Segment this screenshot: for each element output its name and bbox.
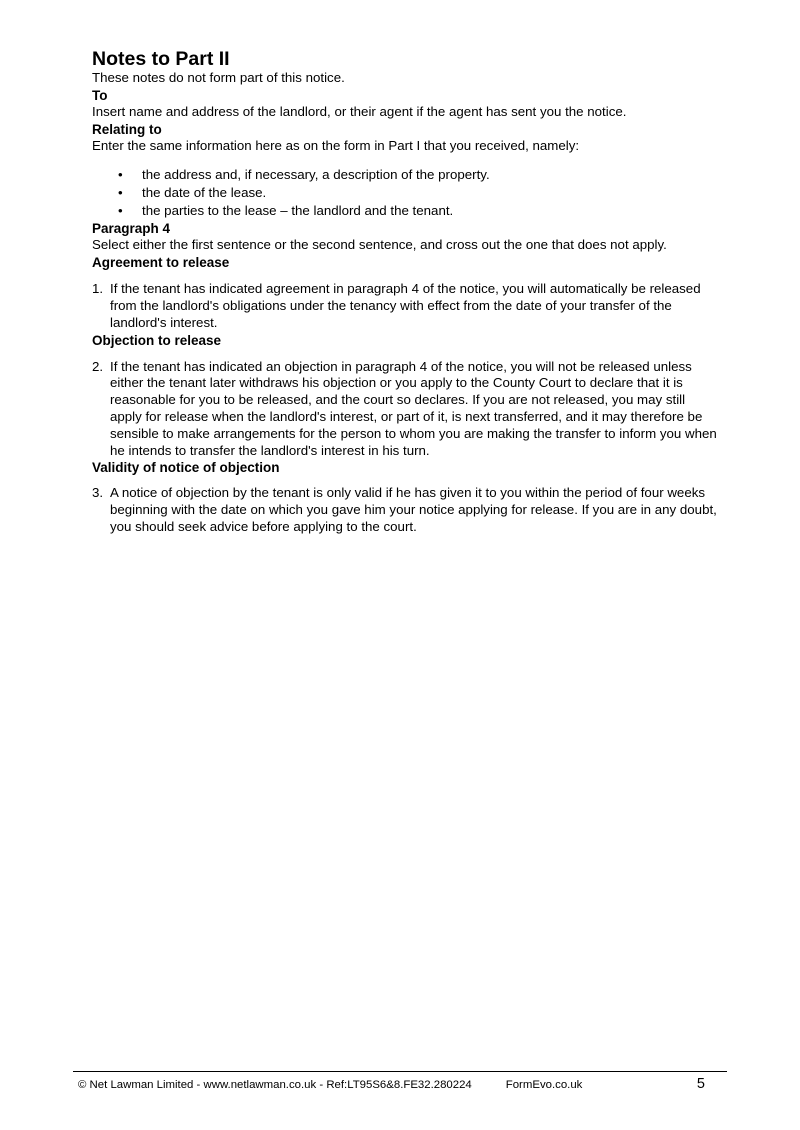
numbered-paragraph-2: [92, 359, 720, 460]
bullet-icon: •: [118, 185, 123, 201]
paragraph-text: A notice of objection by the tenant is only valid if he has given it to you within the period of four weeks beginning with the date on which you gave him your notice applying for release. If you are in any doubt, you should seek advice before applying to the court.: [110, 485, 717, 534]
paragraph-number: 3.: [92, 485, 104, 501]
footer-copyright: © Net Lawman Limited - www.netlawman.co.uk - Ref:LT95S6&8.FE32.280224: [78, 1079, 472, 1091]
section-heading-paragraph-4: Paragraph 4: [92, 221, 171, 237]
paragraph-text: If the tenant has indicated an objection in paragraph 4 of the notice, you will not be released unless either the tenant later withdraws his objection or you apply to the County Court to declare that it is reasonable for you to be released, and the court so declares. If you are not released, you may still apply for release when the landlord's interest, or part of it, is next transferred, and it may therefore be sensible to make arrangements for the person to whom you are making the transfer to inform you when he intends to transfer the landlord's interest in his turn.: [110, 358, 717, 458]
intro-note: These notes do not form part of this notice.: [92, 70, 345, 85]
document-page: [92, 49, 720, 536]
section-body-paragraph-4: Select either the first sentence or the second sentence, and cross out the one that does not apply.: [92, 237, 667, 253]
bullet-list: [92, 166, 720, 220]
bullet-icon: •: [118, 167, 123, 183]
paragraph-number: 2.: [92, 358, 104, 374]
section-body-relating-to: Enter the same information here as on the form in Part I that you received, namely:: [92, 137, 580, 153]
section-heading-objection-to-release: Objection to release: [92, 332, 222, 348]
bullet-text: the date of the lease.: [142, 185, 267, 201]
paragraph-text: If the tenant has indicated agreement in paragraph 4 of the notice, you will automatically be released from the landlord's obligations under the tenancy with effect from the date of your transfer of the landlord's interest.: [110, 281, 701, 330]
list-item: [118, 184, 720, 202]
section-heading-to: To: [92, 87, 108, 103]
bullet-icon: •: [118, 203, 123, 219]
section-body-to: Insert name and address of the landlord, or their agent if the agent has sent you the notice.: [92, 103, 627, 119]
section-heading-relating-to: Relating to: [92, 121, 162, 137]
footer-brand: FormEvo.co.uk: [505, 1079, 583, 1091]
section-heading-validity-of-notice: Validity of notice of objection: [92, 460, 280, 476]
bullet-text: the parties to the lease – the landlord and the tenant.: [142, 203, 454, 219]
page-footer: [73, 1071, 727, 1092]
page-number: 5: [696, 1076, 705, 1092]
numbered-paragraph-3: [92, 485, 720, 535]
page-title: Notes to Part II: [92, 48, 230, 70]
numbered-paragraph-1: [92, 281, 720, 331]
list-item: [118, 202, 720, 220]
bullet-text: the address and, if necessary, a description of the property.: [142, 167, 490, 183]
section-heading-agreement-to-release: Agreement to release: [92, 255, 230, 271]
paragraph-number: 1.: [92, 281, 104, 297]
list-item: [118, 166, 720, 184]
